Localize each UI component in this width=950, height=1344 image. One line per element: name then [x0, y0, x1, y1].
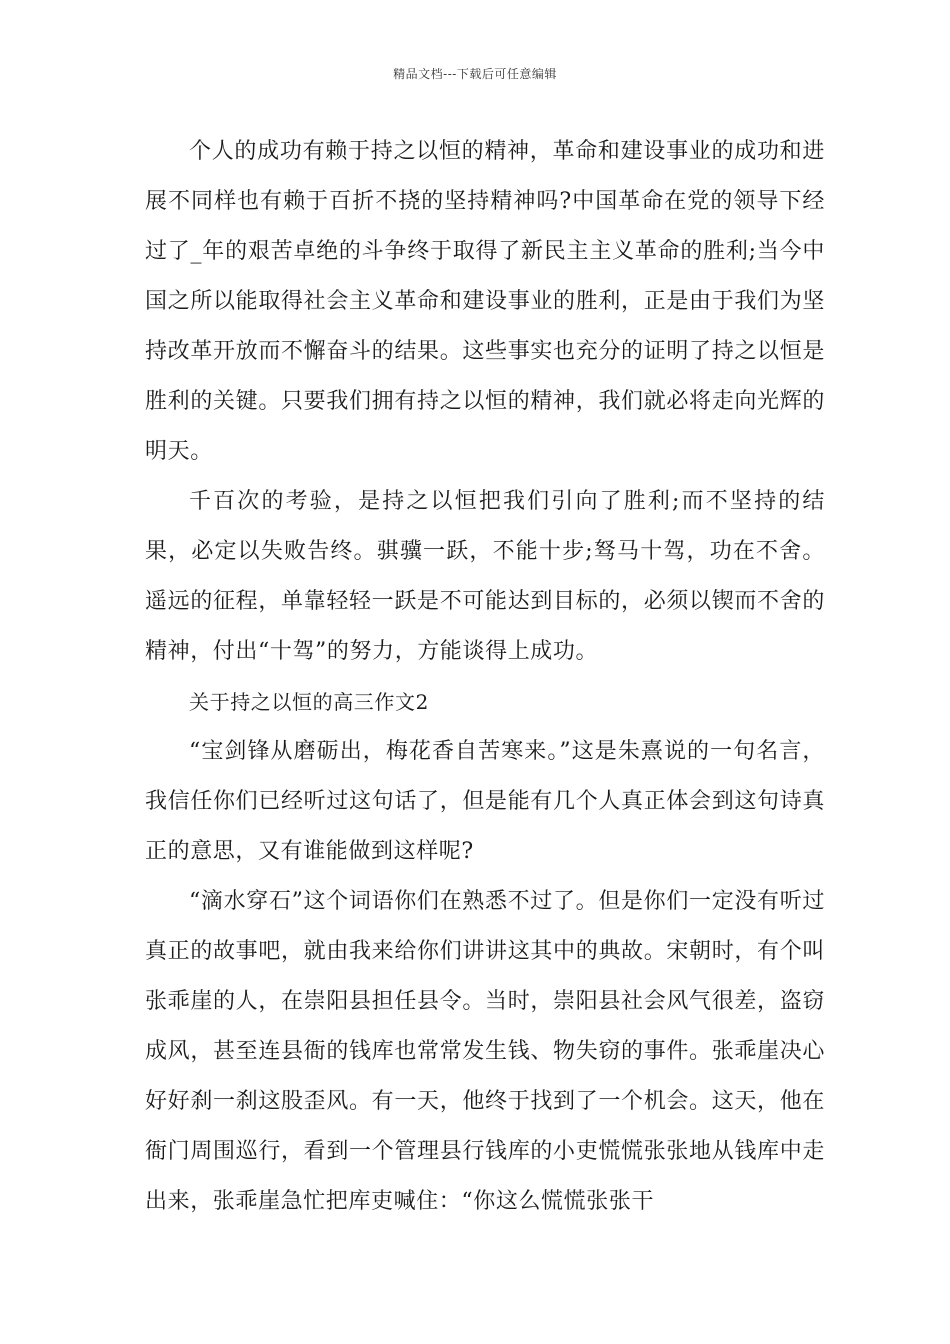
paragraph-2: 千百次的考验，是持之以恒把我们引向了胜利;而不坚持的结果，必定以失败告终。骐骥一跃，不能十步;驽马十驾，功在不舍。遥远的征程，单靠轻轻一跃是不可能达到目标的，必须以锲而不舍的精神，付出“十驾”的努力，方能谈得上成功。: [145, 489, 825, 664]
paragraph-3: “宝剑锋从磨砺出，梅花香自苦寒来。”这是朱熹说的一句名言，我信任你们已经听过这句话了，但是能有几个人真正体会到这句诗真正的意思，又有谁能做到这样呢?: [145, 739, 825, 864]
paragraph-1: 个人的成功有赖于持之以恒的精神，革命和建设事业的成功和进展不同样也有赖于百折不挠的坚持精神吗?中国革命在党的领导下经过了_年的艰苦卓绝的斗争终于取得了新民主主义革命的胜利;当今中国之所以能取得社会主义革命和建设事业的胜利，正是由于我们为坚持改革开放而不懈奋斗的结果。这些事实也充分的证明了持之以恒是胜利的关键。只要我们拥有持之以恒的精神，我们就必将走向光辉的明天。: [145, 139, 825, 464]
section-heading: 关于持之以恒的高三作文2: [189, 690, 429, 714]
paragraph-4: “滴水穿石”这个词语你们在熟悉不过了。但是你们一定没有听过真正的故事吧，就由我来给你们讲讲这其中的典故。宋朝时，有个叫张乖崖的人，在崇阳县担任县令。当时，崇阳县社会风气很差，盗窃成风，甚至连县衙的钱库也常常发生钱、物失窃的事件。张乖崖决心好好刹一刹这股歪风。有一天，他终于找到了一个机会。这天，他在衙门周围巡行，看到一个管理县行钱库的小吏慌慌张张地从钱库中走出来，张乖崖急忙把库吏喊住：“你这么慌慌张张干: [145, 889, 825, 1214]
page-header: 精品文档---下载后可任意编辑: [393, 67, 557, 81]
document-body: [145, 127, 825, 1227]
